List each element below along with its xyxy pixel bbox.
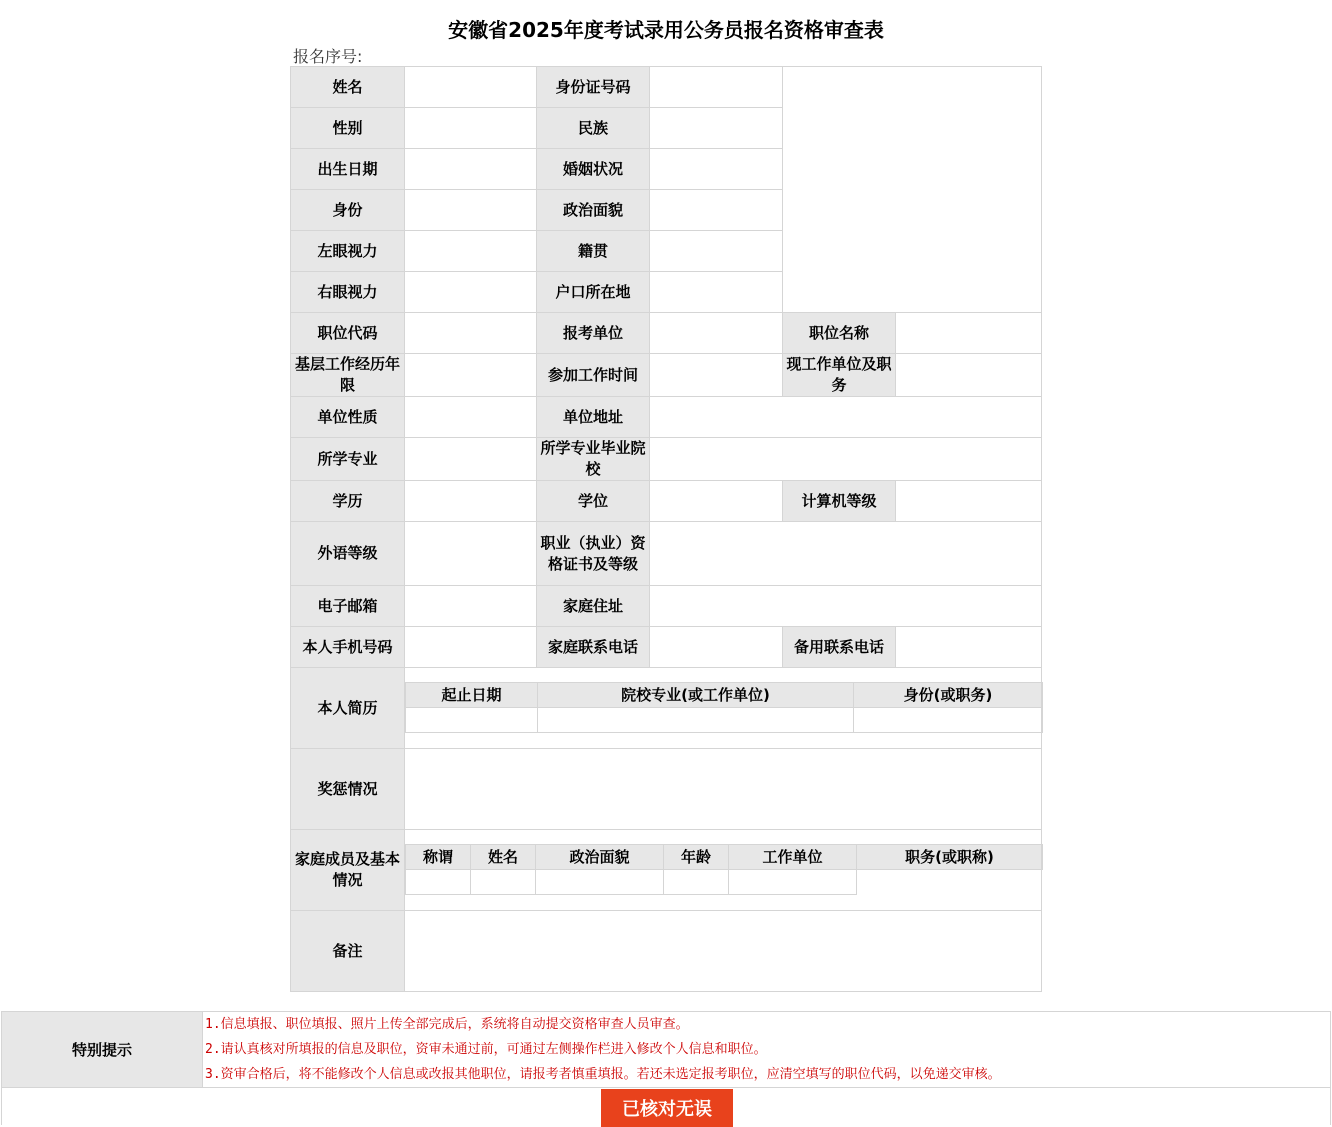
family-row-unit — [729, 870, 857, 895]
value-work-start-time — [650, 354, 783, 397]
resume-row-dates — [406, 708, 538, 733]
family-row-name — [471, 870, 536, 895]
value-apply-unit — [650, 313, 783, 354]
value-mobile — [405, 627, 537, 668]
label-education: 学历 — [291, 481, 405, 522]
value-education — [405, 481, 537, 522]
label-native-place: 籍贯 — [537, 231, 650, 272]
label-current-unit-duty: 现工作单位及职务 — [783, 354, 896, 397]
value-email — [405, 586, 537, 627]
label-unit-nature: 单位性质 — [291, 397, 405, 438]
value-birth-date — [405, 149, 537, 190]
label-ethnicity: 民族 — [537, 108, 650, 149]
value-graduate-school — [650, 438, 1042, 481]
resume-header-school: 院校专业(或工作单位) — [538, 683, 854, 708]
label-foreign-language: 外语等级 — [291, 522, 405, 586]
label-rewards: 奖惩情况 — [291, 749, 405, 830]
value-unit-address — [650, 397, 1042, 438]
tip-line-1: 1.信息填报、职位填报、照片上传全部完成后，系统将自动提交资格审查人员审查。 — [205, 1017, 689, 1032]
label-mobile: 本人手机号码 — [291, 627, 405, 668]
label-household-location: 户口所在地 — [537, 272, 650, 313]
value-home-address — [650, 586, 1042, 627]
value-qualification-cert — [650, 522, 1042, 586]
value-rewards — [405, 749, 1042, 830]
tip-line-3: 3.资审合格后，将不能修改个人信息或改报其他职位，请报考者慎重填报。若还未选定报考职位，应清空填写的职位代码，以免递交审核。 — [205, 1067, 1001, 1082]
resume-row-school — [538, 708, 854, 733]
value-foreign-language — [405, 522, 537, 586]
family-row-age — [664, 870, 729, 895]
family-cell — [405, 830, 1042, 911]
value-ethnicity — [650, 108, 783, 149]
family-header-political: 政治面貌 — [536, 845, 664, 870]
resume-cell — [405, 668, 1042, 749]
page-title: 安徽省2025年度考试录用公务员报名资格审查表 — [448, 18, 884, 42]
label-position-name: 职位名称 — [783, 313, 896, 354]
value-current-unit-duty — [896, 354, 1042, 397]
value-marital-status — [650, 149, 783, 190]
value-household-location — [650, 272, 783, 313]
label-family: 家庭成员及基本情况 — [291, 830, 405, 911]
value-computer-level — [896, 481, 1042, 522]
confirm-button[interactable]: 已核对无误 — [601, 1089, 733, 1127]
label-right-eye: 右眼视力 — [291, 272, 405, 313]
value-position-code — [405, 313, 537, 354]
label-identity: 身份 — [291, 190, 405, 231]
family-table — [405, 844, 1043, 895]
family-row-duty — [857, 870, 1043, 895]
label-major: 所学专业 — [291, 438, 405, 481]
value-position-name — [896, 313, 1042, 354]
value-political-status — [650, 190, 783, 231]
tips-label: 特别提示 — [2, 1012, 203, 1088]
label-apply-unit: 报考单位 — [537, 313, 650, 354]
family-header-unit: 工作单位 — [729, 845, 857, 870]
value-native-place — [650, 231, 783, 272]
label-political-status: 政治面貌 — [537, 190, 650, 231]
label-unit-address: 单位地址 — [537, 397, 650, 438]
label-grassroots-years: 基层工作经历年限 — [291, 354, 405, 397]
value-left-eye — [405, 231, 537, 272]
value-right-eye — [405, 272, 537, 313]
label-resume: 本人简历 — [291, 668, 405, 749]
label-left-eye: 左眼视力 — [291, 231, 405, 272]
family-header-title: 称谓 — [406, 845, 471, 870]
tip-line-2: 2.请认真核对所填报的信息及职位，资审未通过前，可通过左侧操作栏进入修改个人信息和职位。 — [205, 1042, 767, 1057]
label-name: 姓名 — [291, 67, 405, 108]
value-name — [405, 67, 537, 108]
label-position-code: 职位代码 — [291, 313, 405, 354]
label-id-number: 身份证号码 — [537, 67, 650, 108]
label-graduate-school: 所学专业毕业院校 — [537, 438, 650, 481]
label-degree: 学位 — [537, 481, 650, 522]
value-backup-phone — [896, 627, 1042, 668]
label-backup-phone: 备用联系电话 — [783, 627, 896, 668]
label-qualification-cert: 职业（执业）资格证书及等级 — [537, 522, 650, 586]
button-row — [1, 1087, 1331, 1125]
value-gender — [405, 108, 537, 149]
family-row-political — [536, 870, 664, 895]
value-home-phone — [650, 627, 783, 668]
family-header-duty: 职务(或职称) — [857, 845, 1043, 870]
value-identity — [405, 190, 537, 231]
value-grassroots-years — [405, 354, 537, 397]
tips-content — [203, 1012, 1331, 1088]
label-work-start-time: 参加工作时间 — [537, 354, 650, 397]
family-header-age: 年龄 — [664, 845, 729, 870]
label-gender: 性别 — [291, 108, 405, 149]
value-major — [405, 438, 537, 481]
special-tips — [1, 1011, 1331, 1088]
label-home-phone: 家庭联系电话 — [537, 627, 650, 668]
value-degree — [650, 481, 783, 522]
resume-header-dates: 起止日期 — [406, 683, 538, 708]
value-unit-nature — [405, 397, 537, 438]
resume-header-duty: 身份(或职务) — [854, 683, 1043, 708]
serial-number-label: 报名序号: — [293, 47, 363, 66]
label-marital-status: 婚姻状况 — [537, 149, 650, 190]
family-header-name: 姓名 — [471, 845, 536, 870]
photo-area — [783, 67, 1042, 313]
label-email: 电子邮箱 — [291, 586, 405, 627]
resume-row-duty — [854, 708, 1043, 733]
label-home-address: 家庭住址 — [537, 586, 650, 627]
value-id-number — [650, 67, 783, 108]
registration-form — [290, 66, 1042, 992]
label-computer-level: 计算机等级 — [783, 481, 896, 522]
resume-table — [405, 682, 1043, 733]
label-birth-date: 出生日期 — [291, 149, 405, 190]
family-row-title — [406, 870, 471, 895]
label-remarks: 备注 — [291, 911, 405, 992]
value-remarks — [405, 911, 1042, 992]
